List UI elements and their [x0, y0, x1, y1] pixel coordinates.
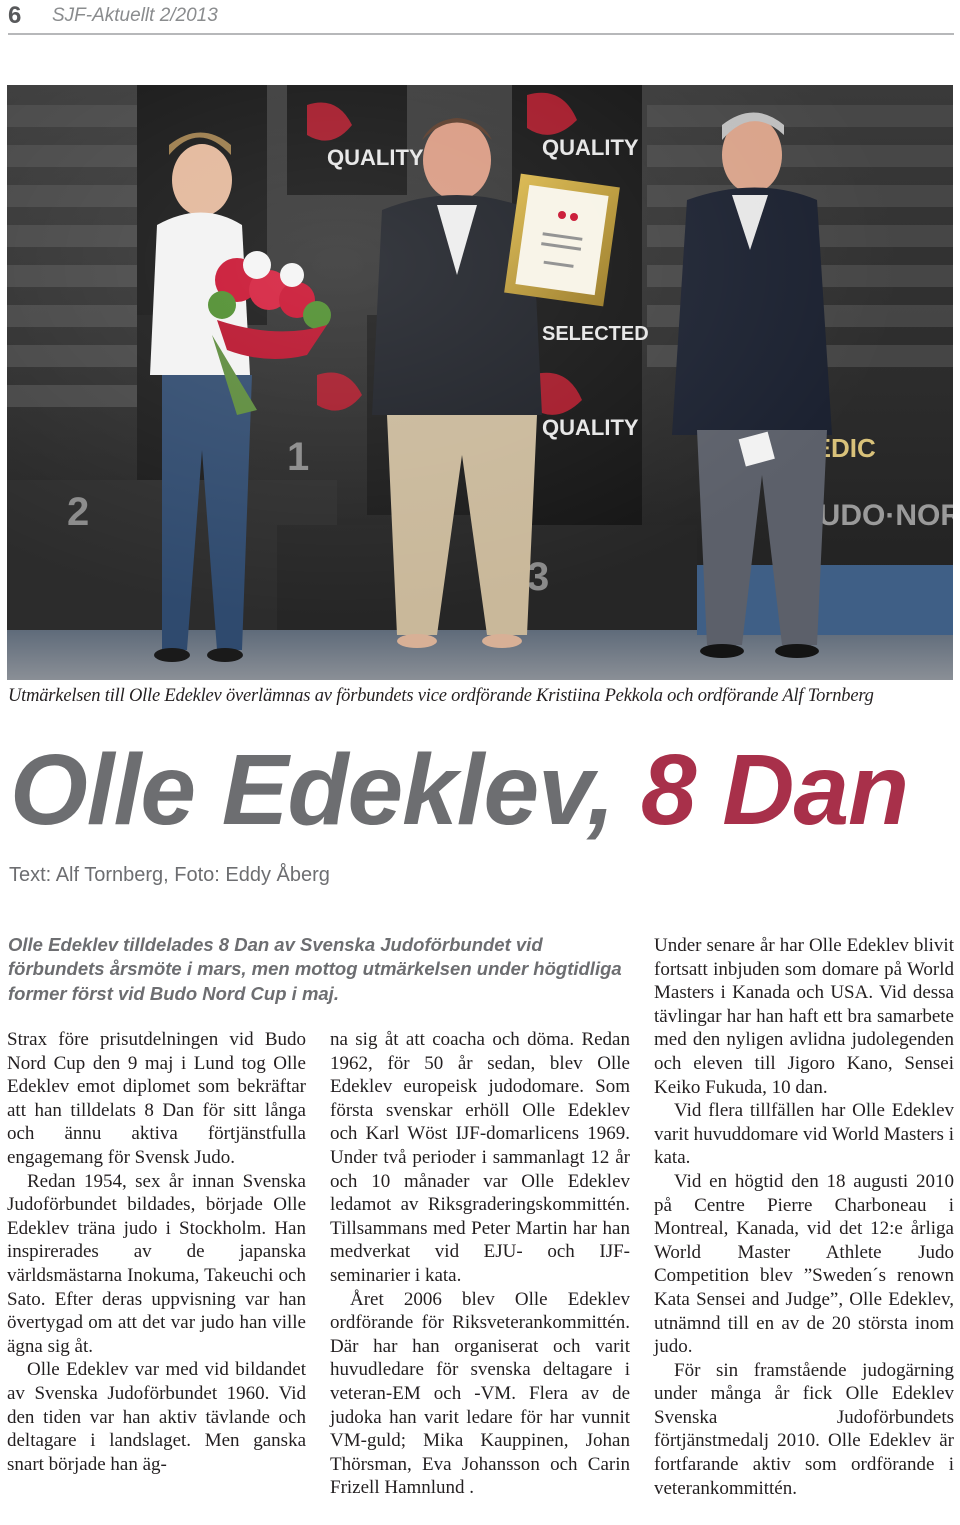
photo-caption: Utmärkelsen till Olle Edeklev överlämnas av förbundets vice ordförande Kristiina Pekkola och ordförande Alf Tornberg [8, 686, 874, 706]
photo-illustration [7, 85, 953, 680]
paragraph: na sig åt att coacha och döma. Redan 1962, för 50 år sedan, blev Olle Edeklev europeisk judodomare. Som första svenskar erhöll Olle Edeklev och Karl Wöst IJF-domarlicens 1969. Under två perioder i sammanlagt 12 år och 10 månader var Olle Edeklev ledamot av Riksgraderingskommittén. Tillsammans med Peter Martin har han medverkat vid EJU- och IJF-seminarier i kata. [330, 1029, 630, 1286]
page-number: 6 [8, 2, 22, 29]
headline-name: Olle Edeklev, [10, 734, 615, 846]
paragraph: För sin framstående judogärning under många år fick Olle Edeklev Svenska Judoförbundets förtjänstmedalj 2010. Olle Edeklev är fortfarande aktiv som ordförande i veterankommittén. [654, 1359, 954, 1499]
magazine-title: SJF-Aktuellt 2/2013 [52, 5, 218, 26]
paragraph: Vid flera tillfällen har Olle Edeklev varit huvuddomare vid World Masters i kata. [654, 1100, 954, 1169]
text-column-1 [7, 1028, 306, 1476]
paragraph: Redan 1954, sex år innan Svenska Judoförbundet bildades, började Olle Edeklev träna judo i Stockholm. Han inspirerades av de japanska världsmästarna Inokuma, Takeuchi och Sato. Efter deras uppvisning var han övertygad om att det var judo han ville ägna sig åt. [7, 1170, 306, 1357]
text-column-2 [330, 1028, 630, 1500]
headline-rank: 8 Dan [614, 734, 909, 846]
text-column-3 [654, 934, 954, 1500]
award-ceremony-photo [7, 85, 953, 680]
paragraph: Strax före prisutdelningen vid Budo Nord Cup den 9 maj i Lund tog Olle Edeklev emot diplomet som bekräftar att han tilldelats 8 Dan för sitt långa och ännu aktiva förtjänstfulla engagemang för Svensk Judo. [7, 1029, 306, 1168]
page-header [8, 0, 954, 34]
paragraph: Vid en högtid den 18 augusti 2010 på Centre Pierre Charboneau i Montreal, Kanada, vid det 12:e årliga World Master Athlete Judo Competition blev ”Sweden´s renown Kata Sensei and Judge”, Olle Edeklev, utnämnd till en av de 20 största inom judo. [654, 1170, 954, 1358]
byline: Text: Alf Tornberg, Foto: Eddy Åberg [9, 864, 330, 886]
header-rule [8, 33, 954, 35]
paragraph: Olle Edeklev var med vid bildandet av Svenska Judoförbundet 1960. Vid den tiden var han aktiv tävlande och deltagare i landslaget. Men ganska snart började han äg- [7, 1359, 306, 1475]
paragraph: Under senare år har Olle Edeklev blivit fortsatt inbjuden som domare på World Masters i Kanada och USA. Vid dessa tävlingar har han haft ett bra samarbete med den nyligen avlidna judolegenden och eleven till Jigoro Kano, Sensei Keiko Fukuda, 10 dan. [654, 935, 954, 1098]
article-headline [10, 734, 956, 846]
paragraph: Året 2006 blev Olle Edeklev ordförande för Riksveterankommittén. Där har han organiserat och varit huvudledare för svenska deltagare i veteran-EM och -VM. Flera av de judoka han varit ledare för har vunnit VM-guld; Mika Kauppinen, Johan Thörsman, Eva Johansson och Carin Frizell Hamnlund . [330, 1288, 630, 1499]
lead-paragraph: Olle Edeklev tilldelades 8 Dan av Svenska Judoförbundet vid förbundets årsmöte i mars, men mottog utmärkelsen under högtidliga former först vid Budo Nord Cup i maj. [8, 934, 622, 1004]
